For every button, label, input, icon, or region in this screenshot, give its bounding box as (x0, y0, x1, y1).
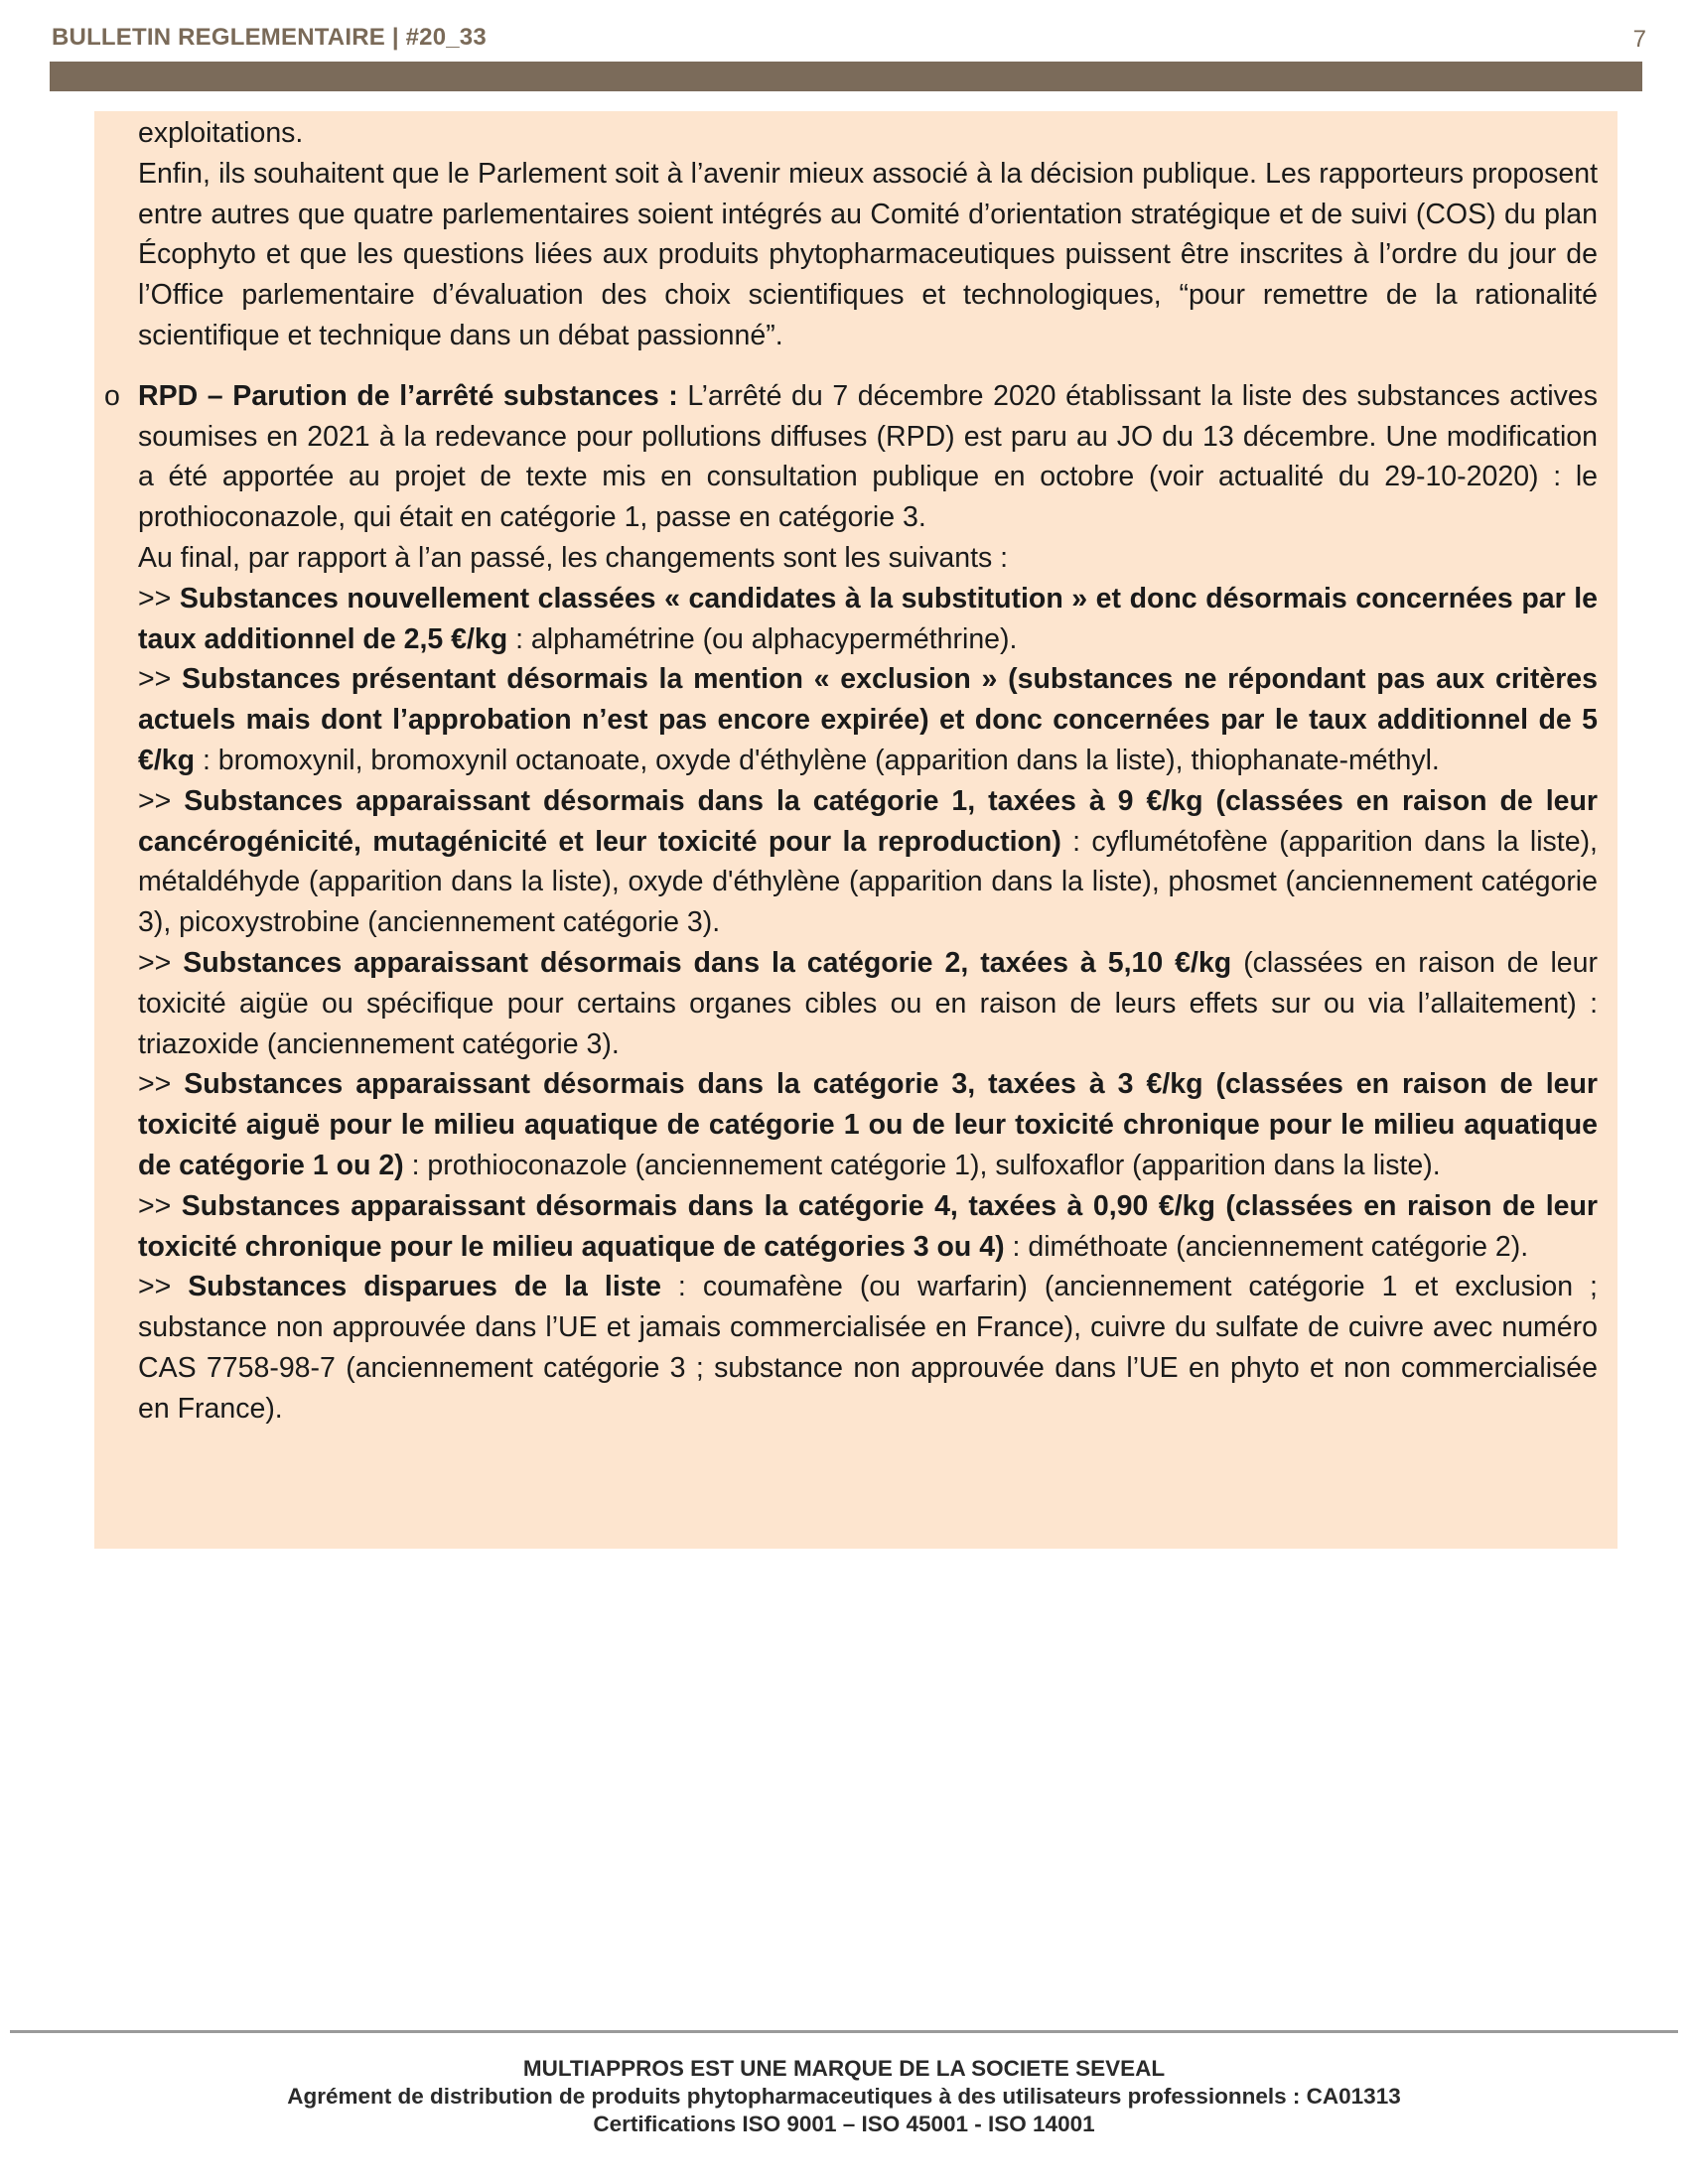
item-heading: Substances apparaissant désormais dans la catégorie 3, taxées à 3 €/kg (classées en raison de leur toxicité aiguë pour le milieu aquatique de catégorie 1 ou de leur toxicité chronique pour le milieu aquatique de catégorie 1 ou 2) (138, 1068, 1598, 1181)
item-prefix: >> (138, 1271, 189, 1303)
footer-agreement: Agrément de distribution de produits phytopharmaceutiques à des utilisateurs professionnels : CA01313 (287, 2084, 1401, 2109)
list-item (138, 1267, 1598, 1429)
item-prefix: >> (138, 1189, 182, 1222)
list-item (138, 1186, 1598, 1268)
item-heading: Substances apparaissant désormais dans la catégorie 4, taxées à 0,90 €/kg (classées en raison de leur toxicité chronique pour le milieu aquatique de catégories 3 ou 4) (138, 1189, 1598, 1263)
item-heading: Substances nouvellement classées « candidates à la substitution » et donc désormais concernées par le taux additionnel de 2,5 €/kg (138, 582, 1598, 655)
item-text: : cyflumétofène (apparition dans la liste), métaldéhyde (apparition dans la liste), oxyde d'éthylène (apparition dans la liste), phosmet (anciennement catégorie 3), picoxystrobine (anciennement catégorie 3). (138, 825, 1598, 939)
header-title: BULLETIN REGLEMENTAIRE | #20_33 (52, 24, 487, 51)
item-text: : bromoxynil, bromoxynil octanoate, oxyde d'éthylène (apparition dans la liste), thiophanate-méthyl. (195, 744, 1440, 776)
footer (0, 2055, 1688, 2138)
content-box (94, 111, 1618, 1549)
page-number: 7 (1632, 26, 1646, 53)
item-prefix: >> (138, 582, 180, 614)
item-text: : alphamétrine (ou alphacyperméthrine). (507, 622, 1018, 655)
intro-line: exploitations. (138, 117, 304, 149)
rpd-intro-text: L’arrêté du 7 décembre 2020 établissant la liste des substances actives soumises en 2021 à la redevance pour pollutions diffuses (RPD) est paru au JO du 13 décembre. Une modification a été apportée au projet de texte mis en consultation publique en octobre (voir actualité du 29-10-2020) : le prothioconazole, qui était en catégorie 1, passe en catégorie 3. (138, 379, 1598, 534)
list-item (138, 781, 1598, 943)
item-prefix: >> (138, 663, 183, 696)
header-bar (50, 62, 1642, 91)
list-item (138, 943, 1598, 1064)
spacer (138, 356, 1598, 376)
intro-paragraph: Enfin, ils souhaitent que le Parlement soit à l’avenir mieux associé à la décision publique. Les rapporteurs proposent entre autres que quatre parlementaires soient intégrés au Comité d’orientation stratégique et de suivi (COS) du plan Écophyto et que les questions liées aux produits phytopharmaceutiques puissent être inscrites à l’ordre du jour de l’Office parlementaire d’évaluation des choix scientifiques et technologiques, “pour remettre de la rationalité scientifique et technique dans un débat passionné”. (138, 157, 1598, 351)
list-item (138, 1064, 1598, 1185)
list-item (138, 579, 1598, 660)
footer-certifications: Certifications ISO 9001 – ISO 45001 - ISO 14001 (593, 2112, 1095, 2136)
item-prefix: >> (138, 784, 185, 817)
list-item (138, 659, 1598, 780)
rpd-summary: Au final, par rapport à l’an passé, les changements sont les suivants : (138, 541, 1009, 574)
rpd-section (104, 376, 1598, 1430)
footer-divider (10, 2030, 1678, 2033)
item-prefix: >> (138, 946, 184, 979)
rpd-title: RPD – Parution de l’arrêté substances : (138, 379, 678, 412)
item-prefix: >> (138, 1068, 185, 1101)
item-text: : coumafène (ou warfarin) (anciennement catégorie 1 et exclusion ; substance non approuvée dans l’UE et jamais commercialisée en France), cuivre du sulfate de cuivre avec numéro CAS 7758-98-7 (anciennement catégorie 3 ; substance non approuvée dans l’UE en phyto et non commercialisée en France). (138, 1271, 1598, 1425)
bullet-icon: o (104, 379, 120, 412)
item-text: (classées en raison de leur toxicité aigüe ou spécifique pour certains organes cibles ou en raison de leurs effets sur ou via l’allaitement) : triazoxide (anciennement catégorie 3). (138, 946, 1598, 1060)
item-text: : prothioconazole (anciennement catégorie 1), sulfoxaflor (apparition dans la liste). (403, 1149, 1441, 1181)
item-text: : diméthoate (anciennement catégorie 2). (1004, 1230, 1529, 1263)
item-heading: Substances apparaissant désormais dans la catégorie 1, taxées à 9 €/kg (classées en raison de leur cancérogénicité, mutagénicité et leur toxicité pour la reproduction) (138, 784, 1598, 858)
rpd-intro (138, 376, 1598, 538)
item-heading: Substances apparaissant désormais dans la catégorie 2, taxées à 5,10 €/kg (183, 946, 1232, 979)
item-heading: Substances disparues de la liste (188, 1271, 661, 1303)
footer-brand: MULTIAPPROS EST UNE MARQUE DE LA SOCIETE SEVEAL (522, 2056, 1166, 2081)
item-heading: Substances présentant désormais la mention « exclusion » (substances ne répondant pas aux critères actuels mais dont l’approbation n’est pas encore expirée) et donc concernées par le taux additionnel de 5 €/kg (138, 663, 1598, 776)
